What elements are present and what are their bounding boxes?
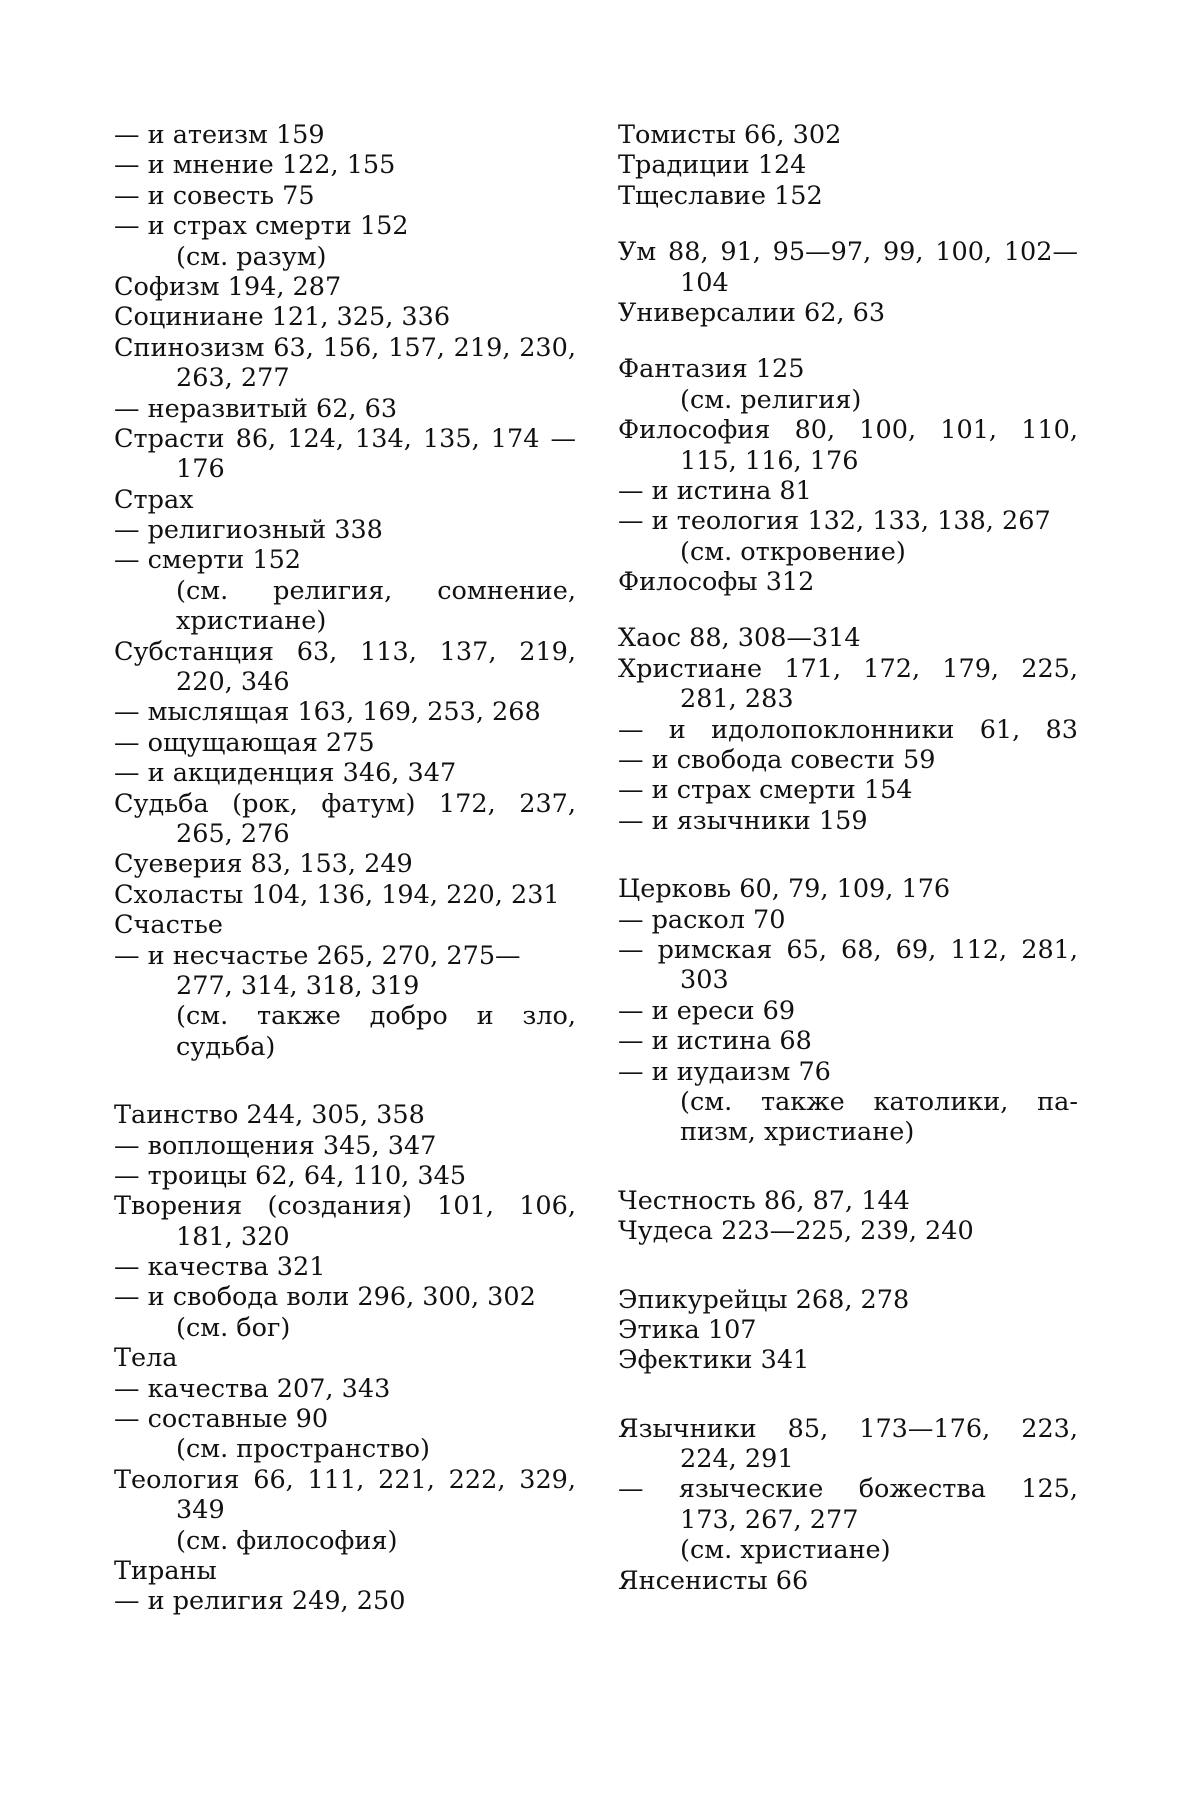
index-entry: Христиане 171, 172, 179, 225,	[618, 653, 1078, 684]
index-entry: Таинство 244, 305, 358	[114, 1100, 425, 1131]
index-entry: Философы 312	[618, 567, 815, 598]
index-entry: Эпикурейцы 268, 278	[618, 1284, 910, 1315]
index-entry: Этика 107	[618, 1314, 757, 1345]
index-entry-continuation: 281, 283	[680, 684, 794, 715]
index-entry: — и свобода воли 296, 300, 302	[114, 1282, 536, 1313]
index-entry-continuation: 220, 346	[176, 667, 290, 698]
index-entry: Ум 88, 91, 95—97, 99, 100, 102—	[618, 237, 1078, 268]
index-entry: — и свобода совести 59	[618, 745, 936, 776]
index-entry: Суеверия 83, 153, 249	[114, 849, 413, 880]
index-entry: Судьба (рок, фатум) 172, 237,	[114, 788, 576, 819]
index-entry-continuation: (см. откровение)	[680, 536, 906, 567]
index-entry: — троицы 62, 64, 110, 345	[114, 1160, 467, 1191]
index-entry: Страсти 86, 124, 134, 135, 174 —	[114, 423, 576, 454]
index-entry: — ощущающая 275	[114, 727, 375, 758]
index-entry: — и язычники 159	[618, 805, 868, 836]
index-entry: — и мнение 122, 155	[114, 150, 396, 181]
index-entry-continuation: (см. также добро и зло,	[176, 1001, 576, 1032]
index-entry: Язычники 85, 173—176, 223,	[618, 1413, 1078, 1444]
index-entry-continuation: 181, 320	[176, 1221, 290, 1252]
index-entry: Традиции 124	[618, 150, 807, 181]
index-entry-continuation: (см. религия)	[680, 384, 862, 415]
index-entry: — и идолопоклонники 61, 83	[618, 714, 1078, 745]
index-entry: Универсалии 62, 63	[618, 297, 886, 328]
index-entry-continuation: (см. также католики, па-	[680, 1086, 1078, 1117]
index-entry-continuation: 265, 276	[176, 818, 290, 849]
index-entry: Счастье	[114, 910, 223, 941]
index-entry-continuation: 104	[680, 267, 729, 298]
index-entry: Социниане 121, 325, 336	[114, 302, 451, 333]
index-entry: — неразвитый 62, 63	[114, 393, 398, 424]
index-entry: Честность 86, 87, 144	[618, 1185, 910, 1216]
index-entry: — и религия 249, 250	[114, 1586, 406, 1617]
index-entry: Эфектики 341	[618, 1345, 810, 1376]
index-entry: — смерти 152	[114, 545, 302, 576]
index-entry: Субстанция 63, 113, 137, 219,	[114, 636, 576, 667]
index-entry-continuation: христиане)	[176, 606, 327, 637]
index-entry: Софизм 194, 287	[114, 271, 342, 302]
index-entry: — и совесть 75	[114, 180, 315, 211]
index-entry: — и ереси 69	[618, 995, 796, 1026]
index-entry: — раскол 70	[618, 904, 786, 935]
index-entry: — и атеизм 159	[114, 120, 325, 150]
index-entry: Теология 66, 111, 221, 222, 329,	[114, 1464, 576, 1495]
index-entry: Янсенисты 66	[618, 1565, 809, 1596]
index-entry-continuation: 173, 267, 277	[680, 1504, 859, 1535]
index-entry: — религиозный 338	[114, 515, 383, 546]
index-entry: Фантазия 125	[618, 354, 805, 385]
index-entry: Спинозизм 63, 156, 157, 219, 230,	[114, 332, 576, 363]
index-entry-continuation: 176	[176, 454, 225, 485]
index-entry: — качества 321	[114, 1252, 326, 1283]
index-entry-continuation: 224, 291	[680, 1444, 794, 1475]
index-entry-continuation: (см. разум)	[176, 241, 327, 272]
index-entry: — и акциденция 346, 347	[114, 758, 457, 789]
index-entry: Тираны	[114, 1555, 217, 1586]
index-entry: — составные 90	[114, 1404, 329, 1435]
index-entry-continuation: 303	[680, 965, 729, 996]
index-entry: — воплощения 345, 347	[114, 1130, 437, 1161]
index-column-right	[618, 120, 1078, 1596]
index-entry: — и несчастье 265, 270, 275—	[114, 940, 521, 971]
index-entry-continuation: (см. пространство)	[176, 1434, 430, 1465]
index-entry: Страх	[114, 484, 194, 515]
index-entry-continuation: судьба)	[176, 1031, 276, 1062]
index-entry: — и теология 132, 133, 138, 267	[618, 506, 1051, 537]
index-entry-continuation: (см. христиане)	[680, 1535, 891, 1566]
index-entry-continuation: 115, 116, 176	[680, 445, 859, 476]
index-entry: — и истина 68	[618, 1026, 812, 1057]
index-entry: — мыслящая 163, 169, 253, 268	[114, 697, 541, 728]
index-entry: Томисты 66, 302	[618, 120, 842, 150]
index-entry-continuation: (см. религия, сомнение,	[176, 575, 576, 606]
index-entry-continuation: пизм, христиане)	[680, 1117, 915, 1148]
index-entry: — и страх смерти 154	[618, 775, 913, 806]
index-entry: — и иудаизм 76	[618, 1056, 831, 1087]
index-entry: — римская 65, 68, 69, 112, 281,	[618, 934, 1078, 965]
index-entry: Творения (создания) 101, 106,	[114, 1191, 576, 1222]
index-entry: — и истина 81	[618, 475, 812, 506]
index-entry-continuation: 277, 314, 318, 319	[176, 970, 420, 1001]
index-entry: Тела	[114, 1343, 178, 1374]
index-entry-continuation: 263, 277	[176, 363, 290, 394]
index-entry-continuation: (см. философия)	[176, 1525, 398, 1556]
index-entry: — и страх смерти 152	[114, 211, 409, 242]
index-entry: — качества 207, 343	[114, 1373, 391, 1404]
index-entry-continuation: 349	[176, 1495, 225, 1526]
index-entry: Тщеславие 152	[618, 180, 823, 211]
index-entry: Церковь 60, 79, 109, 176	[618, 874, 951, 905]
index-column-left	[114, 120, 576, 1617]
index-entry: Схоласты 104, 136, 194, 220, 231	[114, 879, 560, 910]
index-entry-continuation: (см. бог)	[176, 1312, 291, 1343]
index-entry: Хаос 88, 308—314	[618, 623, 861, 654]
index-entry: Чудеса 223—225, 239, 240	[618, 1216, 974, 1247]
index-entry: Философия 80, 100, 101, 110,	[618, 415, 1078, 446]
index-entry: — языческие божества 125,	[618, 1474, 1078, 1505]
